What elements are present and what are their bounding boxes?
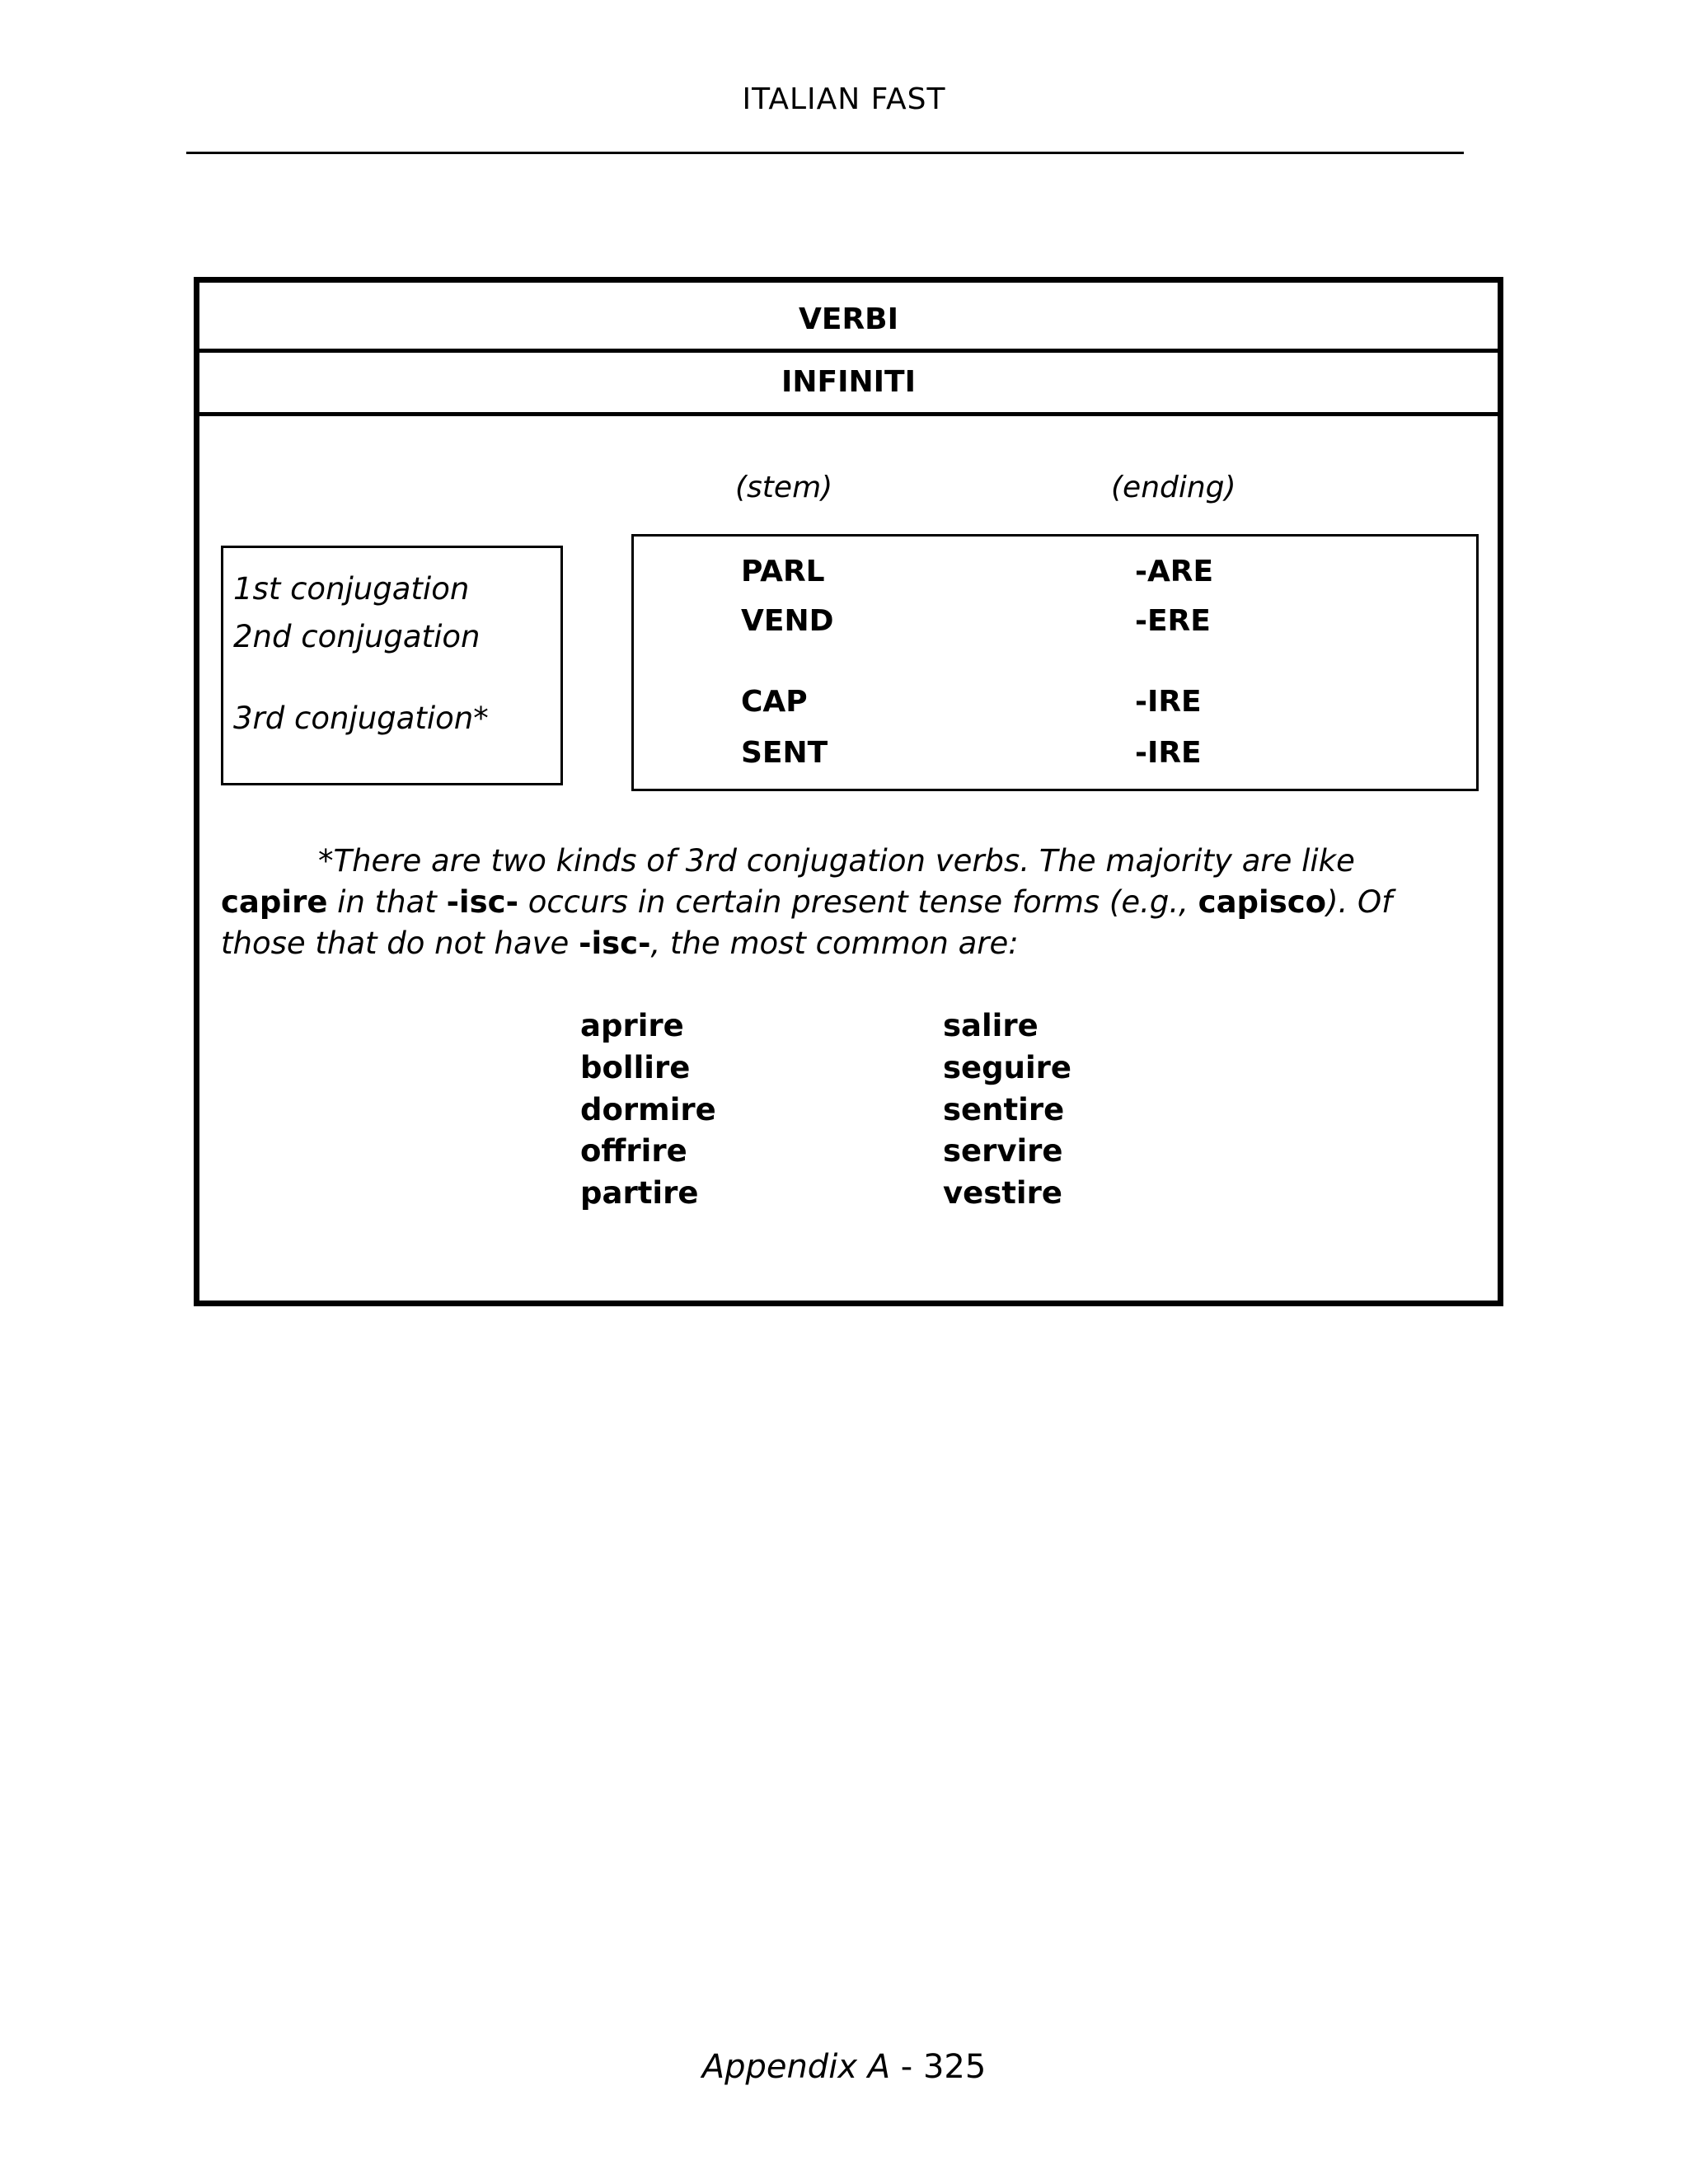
table-subtitle: INFINITI bbox=[781, 365, 916, 399]
header-divider bbox=[186, 152, 1464, 154]
verb-item: seguire bbox=[943, 1050, 1071, 1085]
verb-item: sentire bbox=[943, 1092, 1065, 1127]
note-term: -isc- bbox=[579, 926, 651, 961]
ending-cell: -ARE bbox=[1135, 555, 1214, 588]
stem-cell: SENT bbox=[741, 736, 828, 770]
page-footer bbox=[0, 2048, 1688, 2086]
verb-item: offrire bbox=[580, 1133, 687, 1169]
page-number: 325 bbox=[922, 2048, 987, 2086]
note-term: -isc- bbox=[446, 884, 518, 920]
conjugation-label: 1st conjugation bbox=[233, 571, 470, 607]
stem-cell: PARL bbox=[741, 555, 825, 588]
verb-item: vestire bbox=[943, 1175, 1062, 1211]
footnote-paragraph bbox=[221, 841, 1457, 964]
footer-label: Appendix A bbox=[701, 2048, 891, 2086]
verb-item: salire bbox=[943, 1008, 1039, 1043]
running-header: ITALIAN FAST bbox=[742, 82, 946, 116]
note-text: occurs in certain present tense forms (e.g., bbox=[518, 884, 1198, 920]
subtitle-divider bbox=[199, 412, 1498, 416]
verb-item: servire bbox=[943, 1133, 1063, 1169]
ending-cell: -IRE bbox=[1135, 736, 1202, 770]
conjugation-labels-box bbox=[221, 546, 563, 785]
stem-column-header: (stem) bbox=[735, 471, 833, 504]
note-term: capisco bbox=[1198, 884, 1327, 920]
stem-cell: CAP bbox=[741, 685, 808, 719]
footer-separator: - bbox=[890, 2048, 923, 2086]
note-text: in that bbox=[327, 884, 447, 920]
ending-cell: -IRE bbox=[1135, 685, 1202, 719]
conjugation-label: 2nd conjugation bbox=[233, 619, 481, 654]
verb-item: bollire bbox=[580, 1050, 691, 1085]
ending-column-header: (ending) bbox=[1111, 471, 1236, 504]
stem-cell: VEND bbox=[741, 604, 834, 638]
stem-ending-box bbox=[631, 534, 1479, 791]
title-divider bbox=[199, 349, 1498, 353]
verbi-table bbox=[194, 277, 1503, 1306]
verb-item: aprire bbox=[580, 1008, 684, 1043]
conjugation-label: 3rd conjugation* bbox=[233, 701, 489, 736]
verb-item: dormire bbox=[580, 1092, 716, 1127]
note-text: *There are two kinds of 3rd conjugation verbs. The majority are like bbox=[318, 843, 1355, 879]
note-term: capire bbox=[221, 884, 328, 920]
note-text: ). Of those that do not have bbox=[221, 884, 1393, 961]
verb-item: partire bbox=[580, 1175, 699, 1211]
note-text: , the most common are: bbox=[650, 926, 1019, 961]
ending-cell: -ERE bbox=[1135, 604, 1211, 638]
table-title: VERBI bbox=[798, 302, 898, 336]
